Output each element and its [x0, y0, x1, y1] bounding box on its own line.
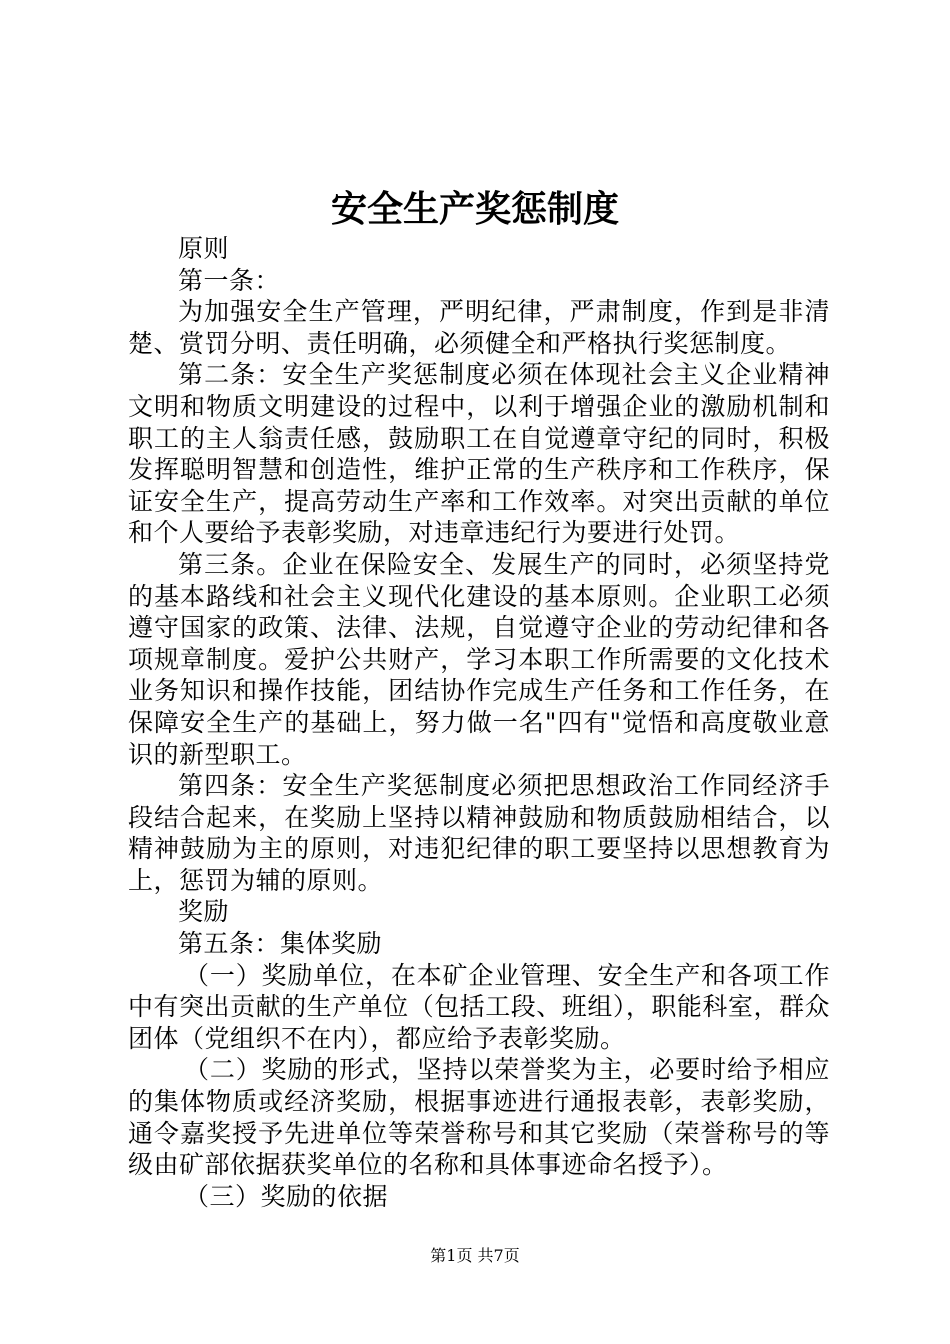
article-2-text: 第二条：安全生产奖惩制度必须在体现社会主义企业精神文明和物质文明建设的过程中，以利于增强企业的激励机制和职工的主人翁责任感，鼓励职工在自觉遵章守纪的同时，积极发挥聪明智慧和创造性，维护正常的生产秩序和工作秩序，保证安全生产，提高劳动生产率和工作效率。对突出贡献的单位和个人要给予表彰奖励，对违章违纪行为要进行处罚。 [128, 360, 830, 548]
article-1-text: 为加强安全生产管理，严明纪律，严肃制度，作到是非清楚、赏罚分明、责任明确，必须健全和严格执行奖惩制度。 [128, 297, 830, 358]
section-heading-rewards: 奖励 [178, 897, 230, 927]
document-title: 安全生产奖惩制度 [330, 188, 619, 230]
article-1-heading: 第一条： [178, 265, 281, 295]
article-5-heading: 第五条：集体奖励 [178, 929, 383, 959]
article-5-item-3: （三）奖励的依据 [184, 1181, 389, 1211]
section-heading-principles: 原则 [178, 234, 230, 263]
article-4-text: 第四条：安全生产奖惩制度必须把思想政治工作同经济手段结合起来，在奖励上坚持以精神鼓励和物质鼓励相结合，以精神鼓励为主的原则，对违犯纪律的职工要坚持以思想教育为上，惩罚为辅的原则。 [128, 771, 830, 895]
article-3-text: 第三条。企业在保险安全、发展生产的同时，必须坚持党的基本路线和社会主义现代化建设的基本原则。企业职工必须遵守国家的政策、法律、法规，自觉遵守企业的劳动纪律和各项规章制度。爱护公共财产，学习本职工作所需要的文化技术业务知识和操作技能，团结协作完成生产任务和工作任务，在保障安全生产的基础上，努力做一名"四有"觉悟和高度敬业意识的新型职工。 [128, 549, 830, 769]
article-5-item-2: （二）奖励的形式，坚持以荣誉奖为主，必要时给予相应的集体物质或经济奖励，根据事迹进行通报表彰，表彰奖励，通令嘉奖授予先进单位等荣誉称号和其它奖励（荣誉称号的等级由矿部依据获奖单位的名称和具体事迹命名授予）。 [128, 1055, 830, 1180]
page-number-footer: 第1页 共7页 [430, 1246, 520, 1265]
document-body [128, 233, 830, 1212]
article-5-item-1: （一）奖励单位，在本矿企业管理、安全生产和各项工作中有突出贡献的生产单位（包括工段、班组），职能科室，群众团体（党组织不在内），都应给予表彰奖励。 [128, 960, 830, 1053]
